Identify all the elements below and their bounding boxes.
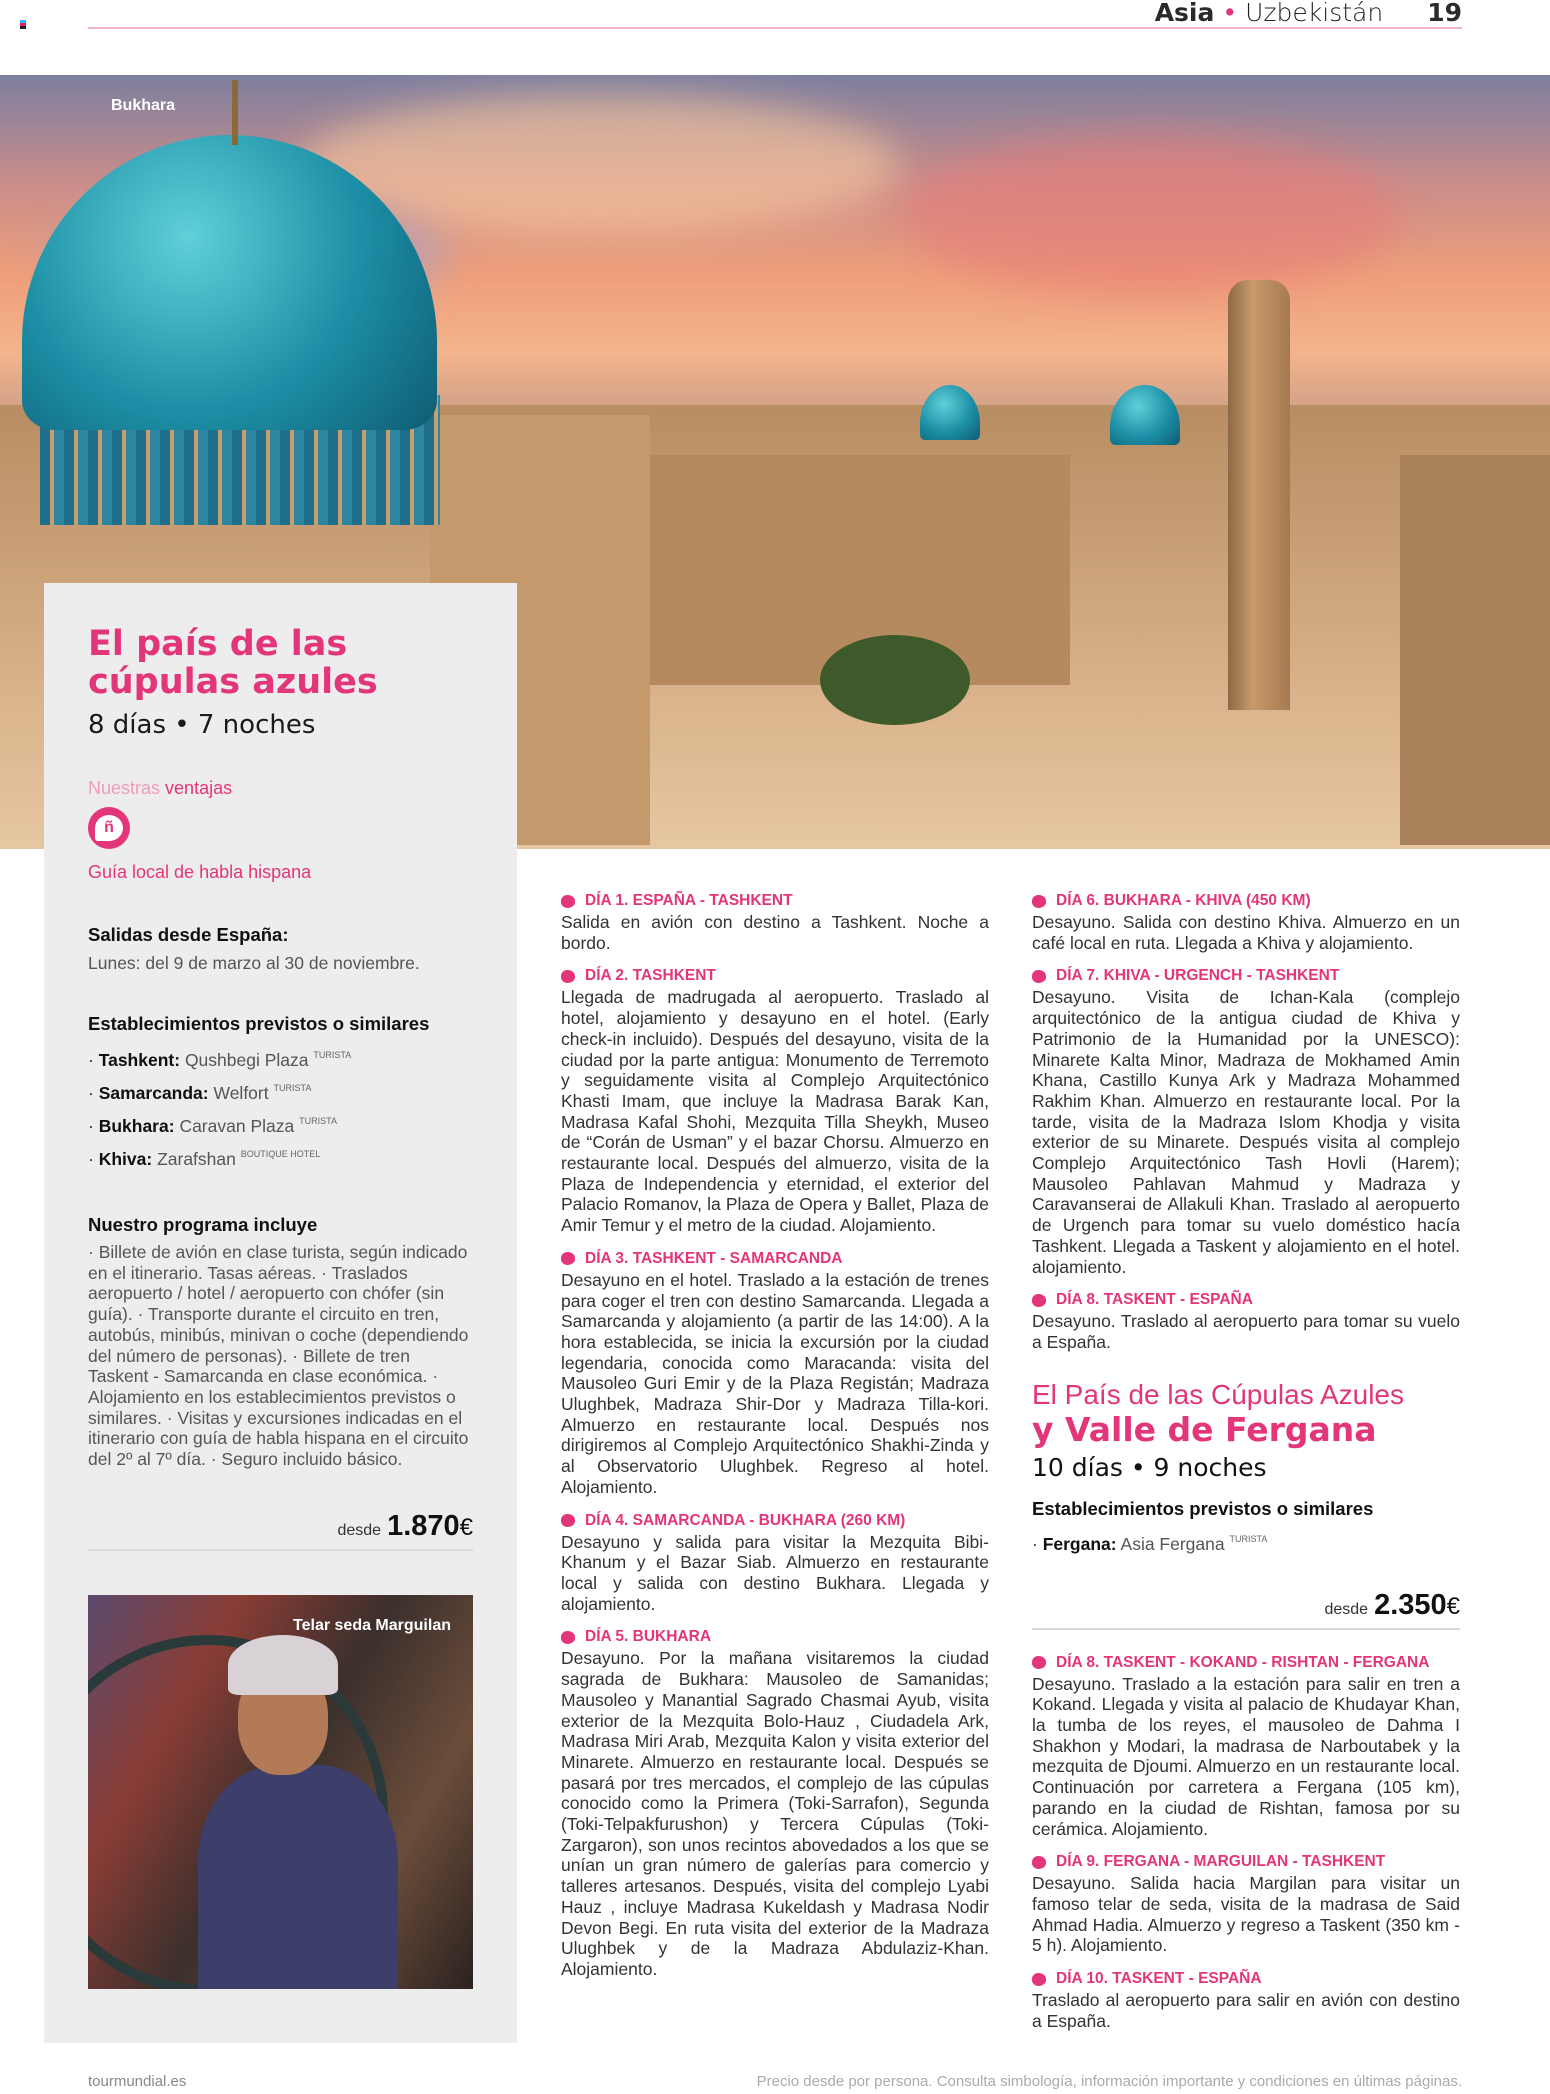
itinerary-day <box>561 890 989 953</box>
day-bullet-icon <box>1032 1973 1046 1986</box>
departures-title: Salidas desde España: <box>88 924 289 945</box>
page-number: 19 <box>1427 0 1462 27</box>
hotel-city: Bukhara: <box>98 1116 175 1136</box>
day-title: DÍA 9. FERGANA - MARGUILAN - TASHKENT <box>1056 1853 1386 1871</box>
extension-hotels-title: Establecimientos previstos o similares <box>1032 1497 1374 1519</box>
hotels-title: Establecimientos previstos o similares <box>88 1013 430 1034</box>
advantages-label <box>88 777 473 799</box>
hotel-item: · Khiva: Zarafshan $^{BOUTIQUE HOTEL}$ <box>88 1149 321 1169</box>
itinerary-column-1 <box>561 890 989 1992</box>
trip-price <box>88 1510 473 1551</box>
day-title: DÍA 1. ESPAÑA - TASHKENT <box>585 892 793 909</box>
day-text: Traslado al aeropuerto para salir en avión con destino a España. <box>1032 1990 1460 2031</box>
itinerary-day <box>1032 965 1460 1277</box>
day-text: Desayuno y salida para visitar la Mezquita Bibi-Khanum y el Bazar Siab. Almuerzo en restaurante local y salida con destino Bukhara. Llegada y alojamiento. <box>561 1531 989 1614</box>
day-title: DÍA 3. TASHKENT - SAMARCANDA <box>585 1249 843 1267</box>
day-bullet-icon <box>561 1252 575 1265</box>
header-country: Uzbekistán <box>1245 0 1384 27</box>
hotel-name: Caravan Plaza <box>179 1116 295 1136</box>
itinerary-day <box>561 1248 989 1498</box>
hotels-section <box>88 1012 473 1173</box>
print-color-mark <box>20 20 26 29</box>
day-bullet-icon <box>1032 1294 1046 1307</box>
price-currency: € <box>1446 1592 1460 1620</box>
hotel-item: · Bukhara: Caravan Plaza $^{TURISTA}$ <box>88 1116 337 1136</box>
header-region: Asia <box>1154 0 1215 27</box>
departures-section <box>88 923 473 974</box>
day-text: Desayuno. Por la mañana visitaremos la ciudad sagrada de Bukhara: Mausoleo de Samanidas; Mausoleo y Manantial Sagrado Chasmai Ayub, visita exterior de la Mezquita Bolo-Hauz , Ciudadela Ark, Madrasa Miri Arab, Mezquita Kalon y visita exterior del Minarete. Almuerzo en restaurante local. Después se pasará por tres mercados, el complejo de las cúpulas conocido como la Primera (Toki-Sarrafon), Segunda (Toki-Telpakfurushon) y Tercera Cúpulas (Toki-Zargaron), son unos recintos abovedados a los que se unían un gran número de galerías para comercio y talleres artesanos. Después, visita del complejo Lyabi Hauz , incluye Madrasa Kukeldash y Madrasa Nodir Devon Begi. En ruta visita del exterior de la Madraza Ulughbek y de la Madraza Abdulaziz-Khan. Alojamiento. <box>561 1648 989 1979</box>
day-bullet-icon <box>1032 895 1046 908</box>
hotel-name: Zarafshan <box>157 1149 236 1169</box>
silk-loom-photo <box>88 1595 473 1989</box>
day-title: DÍA 6. BUKHARA - KHIVA (450 KM) <box>1056 892 1311 909</box>
day-title: DÍA 8. TASKENT - ESPAÑA <box>1056 1291 1253 1309</box>
advantages-label-light: Nuestras <box>88 778 161 798</box>
day-bullet-icon <box>561 1514 575 1527</box>
day-bullet-icon <box>561 1631 575 1644</box>
day-bullet-icon <box>561 895 575 908</box>
hotel-category: TURISTA <box>1229 1533 1268 1544</box>
day-title: DÍA 7. KHIVA - URGENCH - TASHKENT <box>1056 967 1340 985</box>
price-prefix: desde <box>337 1521 382 1539</box>
price-amount: 2.350 <box>1374 1588 1447 1621</box>
includes-text: · Billete de avión en clase turista, según indicado en el itinerario. Tasas aéreas. · Traslados aeropuerto / hotel / aeropuerto con chófer (sin guía). · Transporte durante el circuito en tren, autobús, minibús, minivan o coche (dependiendo del número de personas). · Billete de tren Taskent - Samarcanda en clase económica. · Alojamiento en los establecimientos previstos o similares. · Visitas y excursiones indicadas en el itinerario con guía de habla hispana en el circuito del 2º al 7º día. · Seguro incluido básico. <box>88 1242 469 1470</box>
hotel-city: Samarcanda: <box>98 1083 209 1103</box>
day-title: DÍA 5. BUKHARA <box>585 1628 712 1646</box>
hotel-name: Qushbegi Plaza <box>184 1050 309 1070</box>
header-divider <box>88 27 1462 29</box>
day-title: DÍA 8. TASKENT - KOKAND - RISHTAN - FERGANA <box>1056 1653 1430 1671</box>
extension-duration: 10 días • 9 noches <box>1032 1452 1267 1482</box>
day-text: Salida en avión con destino a Tashkent. Noche a bordo. <box>561 912 989 953</box>
day-title: DÍA 2. TASHKENT <box>585 967 716 985</box>
includes-section <box>88 1213 473 1470</box>
trip-duration: 8 días • 7 noches <box>88 710 316 740</box>
day-text: Desayuno. Traslado al aeropuerto para tomar su vuelo a España. <box>1032 1311 1460 1352</box>
day-title: DÍA 10. TASKENT - ESPAÑA <box>1056 1970 1262 1988</box>
itinerary-column-2 <box>1032 890 1460 2044</box>
trip-summary-content <box>88 625 476 1989</box>
day-text: Desayuno en el hotel. Traslado a la estación de trenes para coger el tren con destino Samarcanda. Llegada a Samarcanda y alojamiento (a partir de las 14:00). A la hora establecida, se inicia la excursión por la ciudad legendaria, conocida como Maracanda: visita del Mausoleo Guri Emir y de la Plaza Registán; Madraza Ulughbek, Madraza Shir-Dor y Madraza Tilla-kori. Almuerzo en restaurante local. Después nos dirigiremos al Complejo Arquitectónico Shakhi-Zinda y al Observatorio Ulughbek. Regreso al hotel. Alojamiento. <box>561 1269 989 1497</box>
hotel-category: TURISTA <box>299 1116 337 1126</box>
day-text: Llegada de madrugada al aeropuerto. Traslado al hotel, alojamiento y desayuno en el hotel. (Early check-in incluido). Después del desayuno, visita de la ciudad por la parte antigua: Monumento de Terremoto y seguidamente visita al Complejo Arquitectónico Khasti Imam, que incluye la Madrasa Barak Kan, Madrasa Kafal Shohi, Mezquita Tilla Sheykh, Museo de “Corán de Usman” y el bazar Chorsu. Almuerzo en restaurante local. Después del almuerzo, visita de la Plaza de Independencia y eternidad, el exterior del Palacio Romanov, la Plaza de Opera y Ballet, Plaza de Amir Temur y el metro de la ciudad. Alojamiento. <box>561 987 989 1236</box>
website-link[interactable]: tourmundial.es <box>88 2073 187 2090</box>
day-text: Desayuno. Salida con destino Khiva. Almuerzo en un café local en ruta. Llegada a Khiva y alojamiento. <box>1032 912 1460 953</box>
itinerary-day <box>1032 1289 1460 1352</box>
itinerary-day <box>1032 1851 1460 1956</box>
hotel-city: Tashkent: <box>98 1050 181 1070</box>
kalon-minaret <box>1228 280 1290 710</box>
price-prefix: desde <box>1324 1600 1369 1618</box>
day-bullet-icon <box>1032 1856 1046 1869</box>
hero-caption: Bukhara <box>111 97 176 114</box>
hotel-name: Welfort <box>213 1083 269 1103</box>
hotel-category: TURISTA <box>313 1050 352 1060</box>
spanish-speaking-guide-icon <box>88 807 130 849</box>
itinerary-day <box>561 1510 989 1615</box>
hotel-category: BOUTIQUE HOTEL <box>240 1149 321 1159</box>
trip-title: El país de las cúpulas azules <box>88 624 378 702</box>
extension-title-line2: y Valle de Fergana <box>1032 1409 1377 1449</box>
itinerary-day <box>561 965 989 1235</box>
day-text: Desayuno. Traslado a la estación para salir en tren a Kokand. Llegada y visita al palacio de Khudayar Khan, la tumba de los reyes, el mausoleo de Dahma I Shakhon y Modari, la madrasa de Narboutabek y la mezquita de Djoumi. Almuerzo en un restaurante local. Continuación por carretera a Fergana (105 km), parando en la ciudad de Rishtan, famosa por su cerámica. Alojamiento. <box>1032 1673 1460 1839</box>
day-text: Desayuno. Salida hacia Margilan para visitar un famoso telar de seda, visita de la madrasa de Said Ahmad Hadia. Almuerzo y regreso a Taskent (350 km - 5 h). Alojamiento. <box>1032 1873 1460 1956</box>
extension-section <box>1032 1379 1460 2032</box>
hotel-name: Asia Fergana <box>1120 1533 1225 1554</box>
day-bullet-icon <box>1032 970 1046 983</box>
speech-bubble-icon: ñ <box>95 815 123 841</box>
extension-price <box>1032 1589 1460 1630</box>
hotel-city: Khiva: <box>98 1149 153 1169</box>
day-title: DÍA 4. SAMARCANDA - BUKHARA (260 KM) <box>585 1511 906 1529</box>
day-bullet-icon <box>561 970 575 983</box>
itinerary-day <box>1032 1652 1460 1840</box>
hotel-city: Fergana: <box>1042 1533 1117 1554</box>
price-amount: 1.870 <box>387 1509 460 1542</box>
itinerary-day <box>561 1626 989 1979</box>
departures-text: Lunes: del 9 de marzo al 30 de noviembre. <box>88 953 420 973</box>
footer-disclaimer: Precio desde por persona. Consulta simbología, información importante y condiciones en últimas páginas. <box>756 2073 1462 2090</box>
includes-title: Nuestro programa incluye <box>88 1214 318 1235</box>
itinerary-day <box>1032 890 1460 953</box>
hotel-category: TURISTA <box>273 1083 312 1093</box>
hotel-item: · Tashkent: Qushbegi Plaza $^{TURISTA}$ <box>88 1050 352 1070</box>
itinerary-day <box>1032 1968 1460 2031</box>
day-bullet-icon <box>1032 1656 1046 1669</box>
price-currency: € <box>459 1513 473 1541</box>
advantages-label-bold: ventajas <box>165 778 233 798</box>
extension-title-line1: El País de las Cúpulas Azules <box>1032 1378 1404 1410</box>
advantage-text: Guía local de habla hispana <box>88 862 312 882</box>
day-text: Desayuno. Visita de Ichan-Kala (complejo arquitectónico de la antigua ciudad de Khiva y Patrimonio de la Humanidad por la UNESCO): Minarete Kalta Minor, Madraza de Mokhamed Amin Khana, Castillo Kunya Ark y Madraza Mohammed Rakhim Khan. Almuerzo en restaurante local. Por la tarde, visita de la Madraza Islom Khodja y visita exterior de su Minarete. Después visita al complejo Complejo Arquitectónico Tash Hovli (Harem); Mausoleo Pahlavan Mahmud y Madraza y Caravanserai de Allakuli Khan. Traslado al aeropuerto de Urgench para tomar su vuelo doméstico hacía Tashkent. Llegada a Taskent y alojamiento en el hotel. alojamiento. <box>1032 987 1460 1277</box>
hotel-item: · Fergana: Asia Fergana $^{TURISTA}$ <box>1032 1533 1268 1554</box>
hotel-item: · Samarcanda: Welfort $^{TURISTA}$ <box>88 1083 312 1103</box>
photo-caption: Telar seda Marguilan <box>293 1616 451 1634</box>
header-separator: • <box>1222 0 1238 27</box>
page-header <box>1155 0 1462 27</box>
